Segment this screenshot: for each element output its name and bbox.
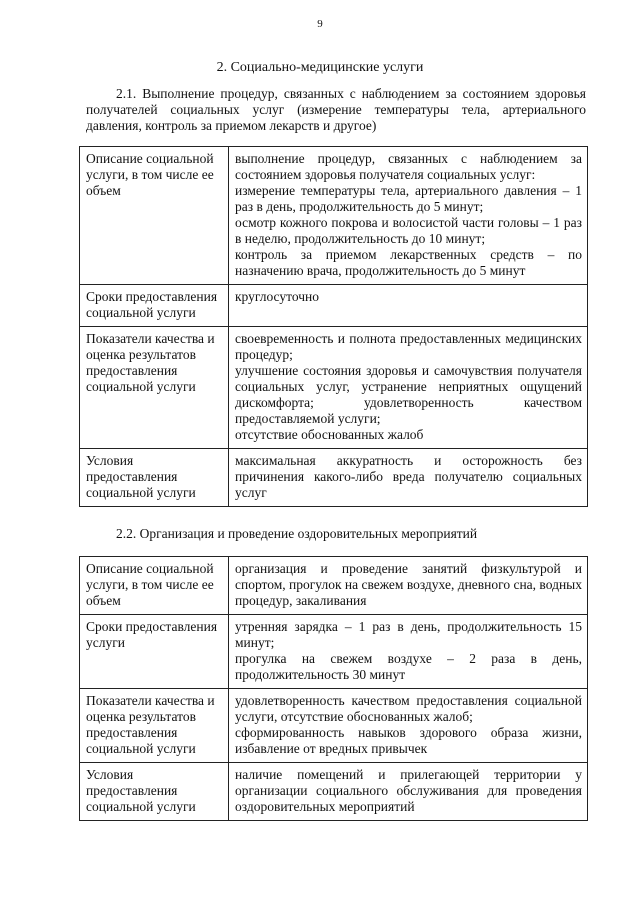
value-line: отсутствие обоснованных жалоб: [235, 427, 424, 442]
row-label: Сроки предоставления социальной услуги: [80, 285, 229, 327]
table-row: [80, 449, 588, 507]
value-line: максимальная аккуратность и осторожность без причинения какого-либо вреда получателю социальных услуг: [235, 453, 582, 500]
subsection-title-text: 2.2. Организация и проведение оздоровительных мероприятий: [116, 526, 478, 541]
value-line: организация и проведение занятий физкультурой и спортом, прогулок на свежем воздухе, дневного сна, водных процедур, закаливания: [235, 561, 582, 608]
row-label: Описание социальной услуги, в том числе ее объем: [80, 557, 229, 615]
value-line: наличие помещений и прилегающей территории у организации социального обслуживания для проведения оздоровительных мероприятий: [235, 767, 582, 814]
page-number: 9: [317, 18, 323, 30]
row-value: [229, 285, 588, 327]
table-row: [80, 557, 588, 615]
value-line: сформированность навыков здорового образа жизни, избавление от вредных привычек: [235, 725, 582, 756]
table-row: [80, 147, 588, 285]
row-value: [229, 689, 588, 763]
value-line: удовлетворенность качеством предоставления социальной услуги, отсутствие обоснованных жалоб;: [235, 693, 582, 724]
subsection-title: [86, 86, 586, 134]
value-line: утренняя зарядка – 1 раз в день, продолжительность 15 минут;: [235, 619, 582, 650]
row-label: Сроки предоставления услуги: [80, 615, 229, 689]
subsection-title: [86, 526, 586, 542]
service-table: [79, 146, 588, 507]
value-line: выполнение процедур, связанных с наблюдением за состоянием здоровья получателя социальных услуг:: [235, 151, 582, 182]
table-row: [80, 689, 588, 763]
row-label: Описание социальной услуги, в том числе ее объем: [80, 147, 229, 285]
table-row: [80, 763, 588, 821]
table-row: [80, 615, 588, 689]
service-table: [79, 556, 588, 821]
row-value: [229, 557, 588, 615]
value-line: круглосуточно: [235, 289, 320, 304]
table-row: [80, 285, 588, 327]
row-label: Показатели качества и оценка результатов предоставления социальной услуги: [80, 327, 229, 449]
row-label: Условия предоставления социальной услуги: [80, 763, 229, 821]
value-line: улучшение состояния здоровья и самочувствия получателя социальных услуг, устранение неприятных ощущений дискомфорта; удовлетворенность качеством предоставляемой услуги;: [235, 363, 582, 426]
row-value: [229, 615, 588, 689]
row-label: Показатели качества и оценка результатов предоставления социальной услуги: [80, 689, 229, 763]
table-row: [80, 327, 588, 449]
value-line: прогулка на свежем воздухе – 2 раза в день, продолжительность 30 минут: [235, 651, 582, 682]
row-value: [229, 449, 588, 507]
row-value: [229, 327, 588, 449]
value-line: измерение температуры тела, артериального давления – 1 раз в день, продолжительность до 5 минут;: [235, 183, 582, 214]
row-label: Условия предоставления социальной услуги: [80, 449, 229, 507]
section-title: 2. Социально-медицинские услуги: [216, 60, 424, 75]
subsection-title-text: 2.1. Выполнение процедур, связанных с наблюдением за состоянием здоровья получателей социальных услуг (измерение температуры тела, артериального давления, контроль за приемом лекарств и другое): [86, 86, 586, 133]
value-line: контроль за приемом лекарственных средств – по назначению врача, продолжительность до 5 минут: [235, 247, 582, 278]
row-value: [229, 147, 588, 285]
value-line: своевременность и полнота предоставленных медицинских процедур;: [235, 331, 582, 362]
row-value: [229, 763, 588, 821]
value-line: осмотр кожного покрова и волосистой части головы – 1 раз в неделю, продолжительность до 10 минут;: [235, 215, 582, 246]
